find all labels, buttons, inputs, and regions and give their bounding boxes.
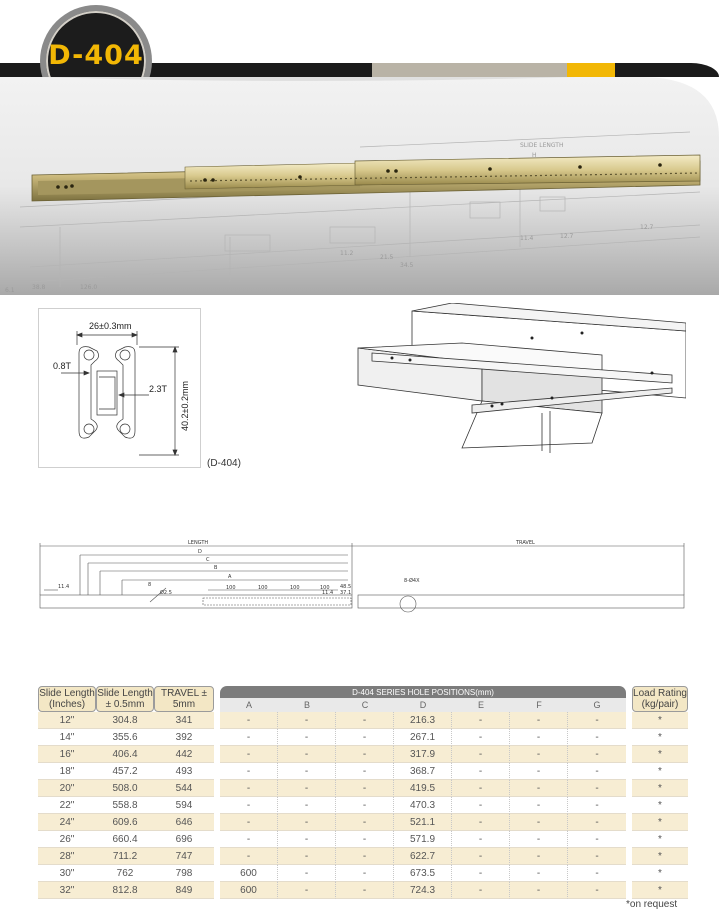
table-cell-a: -	[220, 797, 278, 814]
cross-section-drawing	[39, 309, 200, 467]
table-cell-g: -	[568, 814, 626, 831]
table-row	[38, 780, 688, 797]
table-cell-travel: 798	[154, 865, 214, 882]
cross-section-outer-thickness: 0.8T	[53, 361, 72, 371]
table-cell-d: 216.3	[394, 712, 452, 729]
table-cell-inch: 30"	[38, 865, 96, 882]
table-cell-b: -	[278, 848, 336, 865]
cross-section-inner-thickness: 2.3T	[149, 384, 168, 394]
table-cell-load: *	[632, 780, 688, 797]
table-cell-inch: 32"	[38, 882, 96, 899]
table-cell-f: -	[510, 882, 568, 899]
header-col-e: E	[452, 698, 510, 712]
diagram-spacing-2: 100	[258, 585, 268, 591]
drawer-perspective-drawing	[352, 303, 686, 453]
table-cell-travel: 544	[154, 780, 214, 797]
table-cell-e: -	[452, 797, 510, 814]
table-cell-d: 673.5	[394, 865, 452, 882]
diagram-spacing-3: 100	[290, 585, 300, 591]
hero-dim-1: 12.7	[640, 224, 654, 231]
diagram-dim-6: 8-Ø4X	[404, 578, 420, 584]
table-cell-c: -	[336, 814, 394, 831]
table-cell-e: -	[452, 814, 510, 831]
table-cell-e: -	[452, 865, 510, 882]
table-cell-travel: 849	[154, 882, 214, 899]
table-cell-a: -	[220, 848, 278, 865]
table-cell-mm: 558.8	[96, 797, 154, 814]
diagram-dim-4: 8	[148, 582, 152, 588]
table-cell-travel: 392	[154, 729, 214, 746]
table-cell-g: -	[568, 865, 626, 882]
diagram-travel-label: TRAVEL	[516, 540, 535, 546]
table-cell-travel: 747	[154, 848, 214, 865]
diagram-length-label: LENGTH	[188, 540, 209, 546]
cross-section-width: 26±0.3mm	[89, 321, 132, 331]
table-cell-load: *	[632, 831, 688, 848]
table-cell-a: 600	[220, 882, 278, 899]
table-row	[38, 712, 688, 729]
table-cell-e: -	[452, 729, 510, 746]
table-cell-d: 267.1	[394, 729, 452, 746]
table-cell-b: -	[278, 865, 336, 882]
table-cell-a: 600	[220, 865, 278, 882]
table-cell-load: *	[632, 797, 688, 814]
table-cell-f: -	[510, 831, 568, 848]
table-cell-f: -	[510, 797, 568, 814]
diagram-letter-c: C	[206, 557, 210, 563]
table-row	[38, 848, 688, 865]
hero-dim-8: 38.8	[32, 284, 46, 291]
hero-dim-4: 11.2	[340, 250, 354, 257]
table-cell-mm: 762	[96, 865, 154, 882]
table-cell-d: 317.9	[394, 746, 452, 763]
table-cell-f: -	[510, 780, 568, 797]
table-cell-a: -	[220, 729, 278, 746]
table-cell-load: *	[632, 865, 688, 882]
hero-dim-slide-length: SLIDE LENGTH	[520, 142, 564, 149]
table-cell-load: *	[632, 814, 688, 831]
spec-table	[38, 686, 688, 899]
header-slide-length-inches: Slide Length (Inches)	[39, 688, 95, 710]
hero-dim-3: 11.4	[520, 235, 534, 242]
table-cell-a: -	[220, 814, 278, 831]
header-bar-gold	[567, 63, 615, 77]
table-cell-mm: 508.0	[96, 780, 154, 797]
table-cell-e: -	[452, 763, 510, 780]
table-cell-mm: 609.6	[96, 814, 154, 831]
table-cell-c: -	[336, 712, 394, 729]
table-row	[38, 746, 688, 763]
table-cell-e: -	[452, 712, 510, 729]
table-cell-e: -	[452, 882, 510, 899]
table-cell-b: -	[278, 814, 336, 831]
footnote-on-request: *on request	[626, 899, 678, 910]
hero-dim-5: 21.5	[380, 254, 394, 261]
table-row	[38, 865, 688, 882]
table-row	[38, 882, 688, 899]
table-cell-d: 419.5	[394, 780, 452, 797]
hero-dim-9: 126.0	[80, 284, 98, 291]
table-cell-g: -	[568, 882, 626, 899]
table-cell-b: -	[278, 797, 336, 814]
table-cell-c: -	[336, 729, 394, 746]
table-cell-mm: 711.2	[96, 848, 154, 865]
table-cell-travel: 341	[154, 712, 214, 729]
diagram-dim-5: Ø2.5	[160, 590, 172, 596]
header-bar-tail	[615, 63, 719, 77]
table-cell-b: -	[278, 763, 336, 780]
table-cell-b: -	[278, 712, 336, 729]
header-bar-gray	[372, 63, 567, 77]
table-cell-b: -	[278, 831, 336, 848]
table-cell-f: -	[510, 712, 568, 729]
cross-section-box	[38, 308, 201, 468]
table-cell-e: -	[452, 848, 510, 865]
table-cell-f: -	[510, 865, 568, 882]
table-cell-g: -	[568, 797, 626, 814]
table-cell-travel: 696	[154, 831, 214, 848]
table-cell-inch: 16"	[38, 746, 96, 763]
header-col-a: A	[220, 698, 278, 712]
table-cell-c: -	[336, 780, 394, 797]
table-cell-e: -	[452, 746, 510, 763]
table-cell-c: -	[336, 848, 394, 865]
table-cell-d: 622.7	[394, 848, 452, 865]
hero-dim-2: 12.7	[560, 233, 574, 240]
slide-dimension-diagram	[38, 538, 686, 618]
table-cell-mm: 457.2	[96, 763, 154, 780]
table-cell-c: -	[336, 865, 394, 882]
table-cell-g: -	[568, 746, 626, 763]
table-cell-d: 521.1	[394, 814, 452, 831]
table-row	[38, 763, 688, 780]
table-cell-d: 571.9	[394, 831, 452, 848]
table-cell-load: *	[632, 712, 688, 729]
table-cell-a: -	[220, 712, 278, 729]
table-cell-c: -	[336, 746, 394, 763]
diagram-dim-1: 48.5	[340, 584, 352, 590]
table-row	[38, 814, 688, 831]
table-cell-f: -	[510, 746, 568, 763]
table-cell-c: -	[336, 763, 394, 780]
cross-section-caption: (D-404)	[207, 458, 241, 469]
table-cell-a: -	[220, 831, 278, 848]
table-cell-e: -	[452, 831, 510, 848]
table-row	[38, 797, 688, 814]
hero-dim-6: 34.5	[400, 262, 414, 269]
table-row	[38, 729, 688, 746]
table-cell-mm: 406.4	[96, 746, 154, 763]
table-cell-c: -	[336, 831, 394, 848]
header-col-g: G	[568, 698, 626, 712]
table-cell-mm: 355.6	[96, 729, 154, 746]
table-cell-load: *	[632, 848, 688, 865]
table-cell-a: -	[220, 763, 278, 780]
table-cell-g: -	[568, 780, 626, 797]
table-cell-load: *	[632, 882, 688, 899]
table-cell-travel: 493	[154, 763, 214, 780]
table-cell-load: *	[632, 729, 688, 746]
diagram-spacing-1: 100	[226, 585, 236, 591]
table-cell-a: -	[220, 746, 278, 763]
model-title: D-404	[48, 40, 144, 71]
table-cell-e: -	[452, 780, 510, 797]
table-cell-a: -	[220, 780, 278, 797]
table-cell-c: -	[336, 797, 394, 814]
header-col-c: C	[336, 698, 394, 712]
cross-section-height: 40.2±0.2mm	[180, 381, 190, 431]
table-cell-inch: 28"	[38, 848, 96, 865]
table-cell-f: -	[510, 848, 568, 865]
table-cell-load: *	[632, 763, 688, 780]
table-cell-g: -	[568, 729, 626, 746]
header-load-rating: Load Rating (kg/pair)	[633, 688, 687, 710]
hero-dim-h: H	[532, 152, 537, 159]
table-cell-mm: 304.8	[96, 712, 154, 729]
header-travel: TRAVEL ± 5mm	[154, 686, 214, 712]
table-cell-inch: 14"	[38, 729, 96, 746]
table-cell-inch: 26"	[38, 831, 96, 848]
table-cell-b: -	[278, 780, 336, 797]
table-cell-inch: 18"	[38, 763, 96, 780]
header-col-d: D	[394, 698, 452, 712]
table-cell-f: -	[510, 729, 568, 746]
table-cell-b: -	[278, 729, 336, 746]
table-cell-load: *	[632, 746, 688, 763]
hero-dim-7: 6.1	[5, 287, 15, 294]
diagram-dim-2: 11.4	[322, 590, 334, 596]
table-cell-b: -	[278, 882, 336, 899]
table-cell-d: 470.3	[394, 797, 452, 814]
diagram-letter-a: A	[228, 574, 232, 580]
table-cell-mm: 660.4	[96, 831, 154, 848]
table-row	[38, 831, 688, 848]
diagram-letter-b: B	[214, 565, 218, 571]
header-slide-length-mm: Slide Length ± 0.5mm	[97, 688, 153, 710]
table-cell-inch: 20"	[38, 780, 96, 797]
diagram-dim-0: 11.4	[58, 584, 70, 590]
table-cell-inch: 12"	[38, 712, 96, 729]
table-cell-travel: 442	[154, 746, 214, 763]
table-cell-travel: 594	[154, 797, 214, 814]
table-cell-inch: 22"	[38, 797, 96, 814]
table-cell-mm: 812.8	[96, 882, 154, 899]
table-cell-g: -	[568, 763, 626, 780]
diagram-letter-d: D	[198, 549, 202, 555]
table-cell-c: -	[336, 882, 394, 899]
table-cell-d: 724.3	[394, 882, 452, 899]
table-cell-f: -	[510, 814, 568, 831]
hero-image	[0, 77, 719, 295]
table-cell-g: -	[568, 712, 626, 729]
table-cell-d: 368.7	[394, 763, 452, 780]
header-col-b: B	[278, 698, 336, 712]
header-hole-positions: D-404 SERIES HOLE POSITIONS(mm)	[220, 686, 626, 698]
diagram-spacing-4: 100	[320, 585, 330, 591]
table-cell-travel: 646	[154, 814, 214, 831]
table-cell-g: -	[568, 848, 626, 865]
diagram-dim-3: 37.1	[340, 590, 352, 596]
table-cell-f: -	[510, 763, 568, 780]
table-cell-b: -	[278, 746, 336, 763]
header-col-f: F	[510, 698, 568, 712]
table-cell-g: -	[568, 831, 626, 848]
table-cell-inch: 24"	[38, 814, 96, 831]
